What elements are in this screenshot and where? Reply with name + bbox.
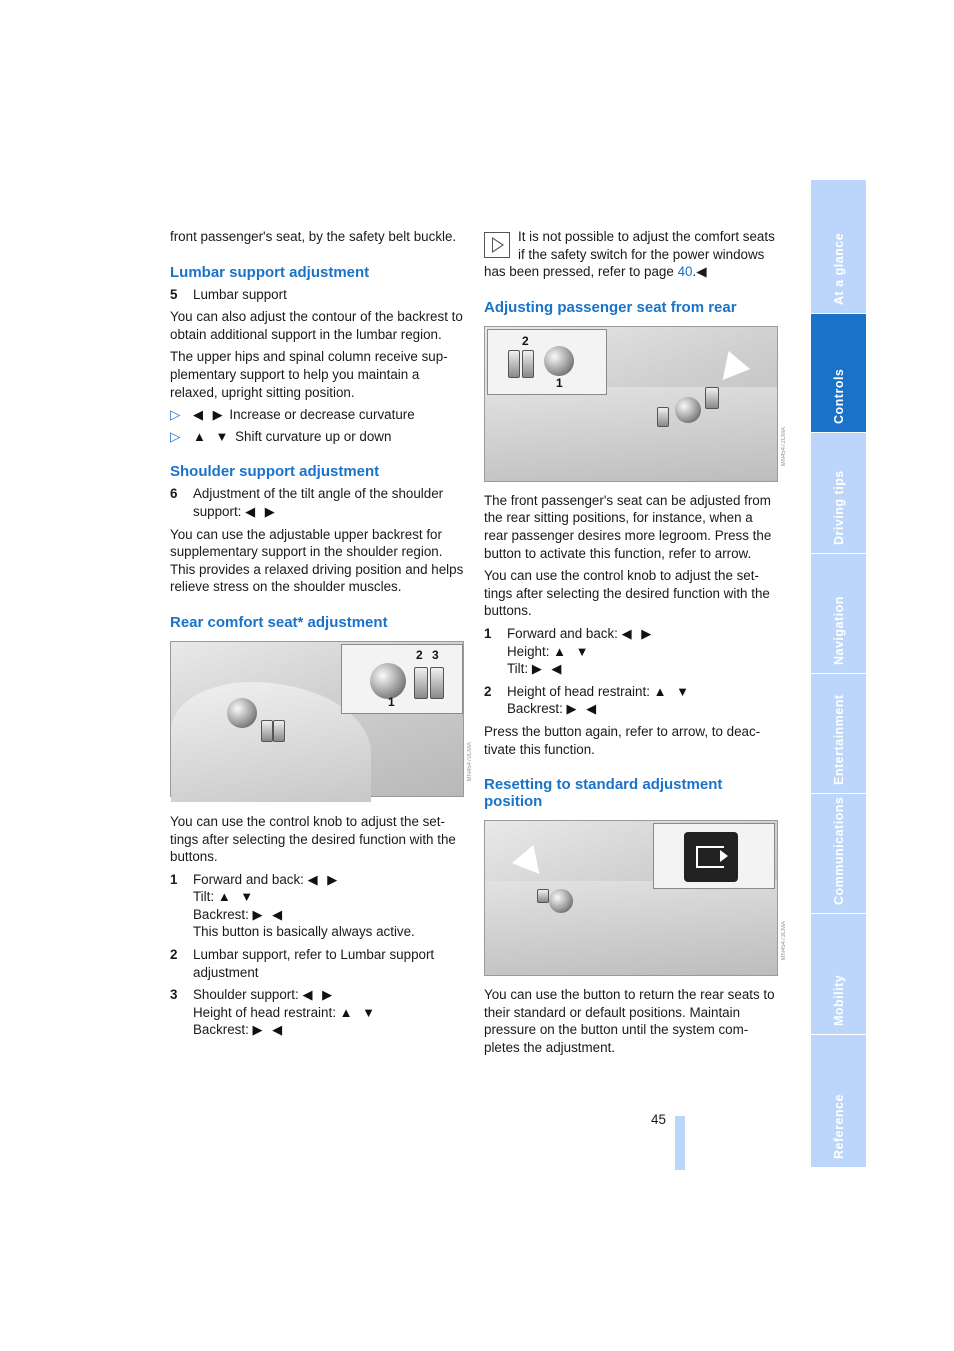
list-item: [170, 986, 464, 1039]
item-label: Shoulder support:: [193, 987, 299, 1003]
rear-comfort-list: [170, 871, 464, 1039]
seat-panel: [485, 387, 777, 481]
list-item: [170, 946, 464, 981]
item-line: [507, 625, 778, 643]
direction-arrows-icon: ▲ ▼: [553, 643, 592, 659]
rear-adjust-heading: Adjusting passenger seat from rear: [484, 298, 737, 316]
item-label: Forward and back:: [507, 625, 618, 641]
item-number: 2: [484, 683, 492, 699]
bullet-text: Increase or decrease curvature: [229, 407, 415, 423]
chapter-tab-label: Navigation: [831, 596, 846, 665]
list-item: [484, 683, 778, 718]
seat-button-icon: [657, 407, 669, 427]
item-text: Adjustment of the tilt angle of the shoulder support:: [193, 486, 444, 519]
rear-comfort-paragraph: You can use the control knob to adjust the set-tings after selecting the desired function with the buttons.: [170, 813, 456, 865]
direction-arrows-icon: ▲ ▼: [653, 683, 693, 699]
reset-figure: [484, 820, 787, 976]
note-text: It is not possible to adjust the comfort seats if the safety switch for the power windows has been pressed, refer to page: [484, 229, 775, 280]
rear-comfort-seat-figure: [170, 641, 473, 797]
chapter-tab[interactable]: [811, 314, 866, 433]
chapter-tab-label: Reference: [831, 1094, 846, 1159]
bullet-arrow-icon: ▷: [170, 407, 181, 423]
lumbar-paragraph-2: The upper hips and spinal column receive sup-plementary support to help you maintain a relaxed, upright sitting position.: [170, 349, 448, 400]
item-number: 1: [170, 871, 178, 887]
chapter-tab[interactable]: [811, 180, 866, 314]
direction-arrows-icon: ◀ ▶: [621, 625, 655, 641]
item-label: Height of head restraint:: [193, 1004, 336, 1020]
figure-code: MN45470CMA: [467, 741, 473, 782]
rear-adjust-paragraph-3: Press the button again, refer to arrow, to deac-tivate this function.: [484, 723, 761, 757]
page-number-bar: [675, 1116, 685, 1170]
seat-panel: [485, 881, 777, 975]
detail-inset: [341, 644, 463, 714]
shoulder-paragraph: You can use the adjustable upper backrest for supplementary support in the shoulder region. This provides a relaxed driving position and helps relieve stress on the shoulder muscles.: [170, 526, 464, 595]
activation-button-icon: [705, 387, 719, 409]
shoulder-item: [170, 485, 464, 520]
detail-inset: [653, 823, 775, 889]
callout-2: 2: [416, 647, 423, 662]
item-label: Backrest:: [507, 701, 563, 717]
detail-inset: [487, 329, 607, 395]
direction-arrows-icon: ▲ ▼: [339, 1004, 379, 1020]
item-label: Forward and back:: [193, 871, 304, 887]
item-label: Backrest:: [193, 1022, 249, 1038]
pointer-arrow-icon: [712, 351, 750, 389]
item-label: Lumbar support, refer to Lumbar support adjustment: [193, 947, 435, 980]
item-label: Tilt:: [193, 889, 215, 905]
rear-adjust-figure: [484, 326, 787, 482]
chapter-tab-label: Communications: [831, 796, 846, 905]
item-number: 5: [170, 286, 178, 302]
chapter-tab[interactable]: [811, 433, 866, 554]
figure-code: MN45473CMA: [781, 921, 787, 961]
item-line: [193, 986, 464, 1004]
item-label: Tilt:: [507, 661, 529, 677]
callout-3: 3: [432, 647, 439, 662]
reset-paragraph: You can use the button to return the rear seats to their standard or default positions. Maintain pressure on the button until the system com-pletes the adjustment.: [484, 987, 775, 1055]
seat-button-icon: [522, 350, 534, 378]
rear-adjust-paragraph-1: The front passenger's seat can be adjusted from the rear sitting positions, for instance, when a rear passenger desires more legroom. Press the button to activate this function, refer to arrow.: [484, 492, 772, 561]
seat-button-icon: [273, 720, 285, 742]
item-line: [193, 1004, 464, 1022]
control-knob-icon: [544, 346, 574, 376]
lumbar-item: [170, 286, 464, 304]
item-line: [507, 660, 778, 678]
seat-button-icon: [508, 350, 520, 378]
rear-adjust-paragraph-2: You can use the control knob to adjust the set-tings after selecting the desired function with the buttons.: [484, 568, 770, 619]
bullet-text: Shift curvature up or down: [235, 428, 392, 444]
item-line: [507, 683, 778, 701]
seat-button-icon: [261, 720, 273, 742]
seat-button-icon: [414, 667, 428, 699]
direction-arrows-icon: ▶ ◀: [531, 661, 565, 677]
callout-1: 1: [556, 375, 563, 390]
pointer-arrow-icon: [512, 845, 550, 883]
bullet-arrow-icon: ▷: [170, 428, 181, 444]
item-line: [193, 946, 464, 981]
lumbar-heading: Lumbar support adjustment: [170, 263, 370, 281]
list-item: [170, 871, 464, 941]
rear-adjust-list: [484, 625, 778, 718]
note-triangle-icon: [484, 232, 510, 258]
item-line: [507, 643, 778, 661]
page-link[interactable]: 40: [677, 264, 693, 280]
control-knob-icon: [370, 663, 406, 699]
chapter-tab-label: Entertainment: [831, 694, 846, 785]
seat-button-icon: [430, 667, 444, 699]
callout-1: 1: [388, 694, 395, 709]
lumbar-bullet-1: [170, 406, 464, 424]
left-right-arrows-icon: ◀ ▶: [245, 503, 278, 519]
chapter-tab[interactable]: [811, 674, 866, 794]
chapter-tab[interactable]: [811, 1035, 866, 1168]
direction-arrows-icon: ◀ ▶: [307, 871, 341, 887]
control-knob-icon: [675, 397, 701, 423]
list-item: [484, 625, 778, 678]
item-number: 3: [170, 987, 178, 1003]
chapter-tab-label: Driving tips: [831, 470, 846, 545]
reset-button-icon: [537, 889, 549, 903]
item-line: [193, 888, 464, 906]
item-label: Backrest:: [193, 906, 249, 922]
item-line: [193, 906, 464, 924]
direction-arrows-icon: ▶ ◀: [566, 701, 600, 717]
item-label: Height:: [507, 643, 550, 659]
up-down-arrows-icon: ▲ ▼: [193, 428, 232, 444]
item-number: 6: [170, 486, 178, 502]
left-column: [170, 228, 473, 1044]
direction-arrows-icon: ◀ ▶: [302, 987, 336, 1003]
right-column: [484, 228, 787, 1061]
note-paragraph: [484, 228, 778, 281]
item-number: 1: [484, 625, 492, 641]
direction-arrows-icon: ▶ ◀: [252, 906, 286, 922]
chapter-tab[interactable]: [811, 554, 866, 674]
lumbar-bullet-2: [170, 428, 464, 446]
item-label: This button is basically always active.: [193, 924, 415, 940]
control-knob-icon: [549, 889, 573, 913]
item-line: [507, 700, 778, 718]
page-number: 45: [651, 1112, 666, 1127]
chapter-tab-label: Controls: [831, 368, 846, 424]
item-line: [193, 871, 464, 889]
lumbar-paragraph-1: You can also adjust the contour of the backrest to obtain additional support in the lumbar region.: [170, 309, 463, 342]
control-knob-icon: [227, 698, 257, 728]
item-text: Lumbar support: [193, 286, 287, 302]
item-line: [193, 923, 464, 941]
item-label: Height of head restraint:: [507, 683, 650, 699]
direction-arrows-icon: ▲ ▼: [217, 889, 257, 905]
direction-arrows-icon: ▶ ◀: [252, 1022, 286, 1038]
reset-symbol-icon: [684, 832, 738, 882]
chapter-tab-label: At a glance: [831, 232, 846, 305]
shoulder-heading: Shoulder support adjustment: [170, 463, 380, 481]
item-number: 2: [170, 947, 178, 963]
reset-heading: Resetting to standard adjustment position: [484, 776, 723, 811]
item-line: [193, 1021, 464, 1039]
rear-comfort-heading: Rear comfort seat* adjustment: [170, 613, 388, 631]
callout-2: 2: [522, 333, 529, 348]
left-right-arrows-icon: ◀ ▶: [193, 407, 226, 423]
intro-text: front passenger's seat, by the safety belt buckle.: [170, 229, 457, 244]
chapter-tab[interactable]: [811, 914, 866, 1035]
figure-code: MN45472CMA: [781, 426, 787, 467]
chapter-tab[interactable]: [811, 794, 866, 914]
chapter-tab-label: Mobility: [831, 974, 846, 1026]
chapter-sidebar: [811, 180, 866, 1168]
note-end-mark: .◀: [692, 264, 707, 280]
